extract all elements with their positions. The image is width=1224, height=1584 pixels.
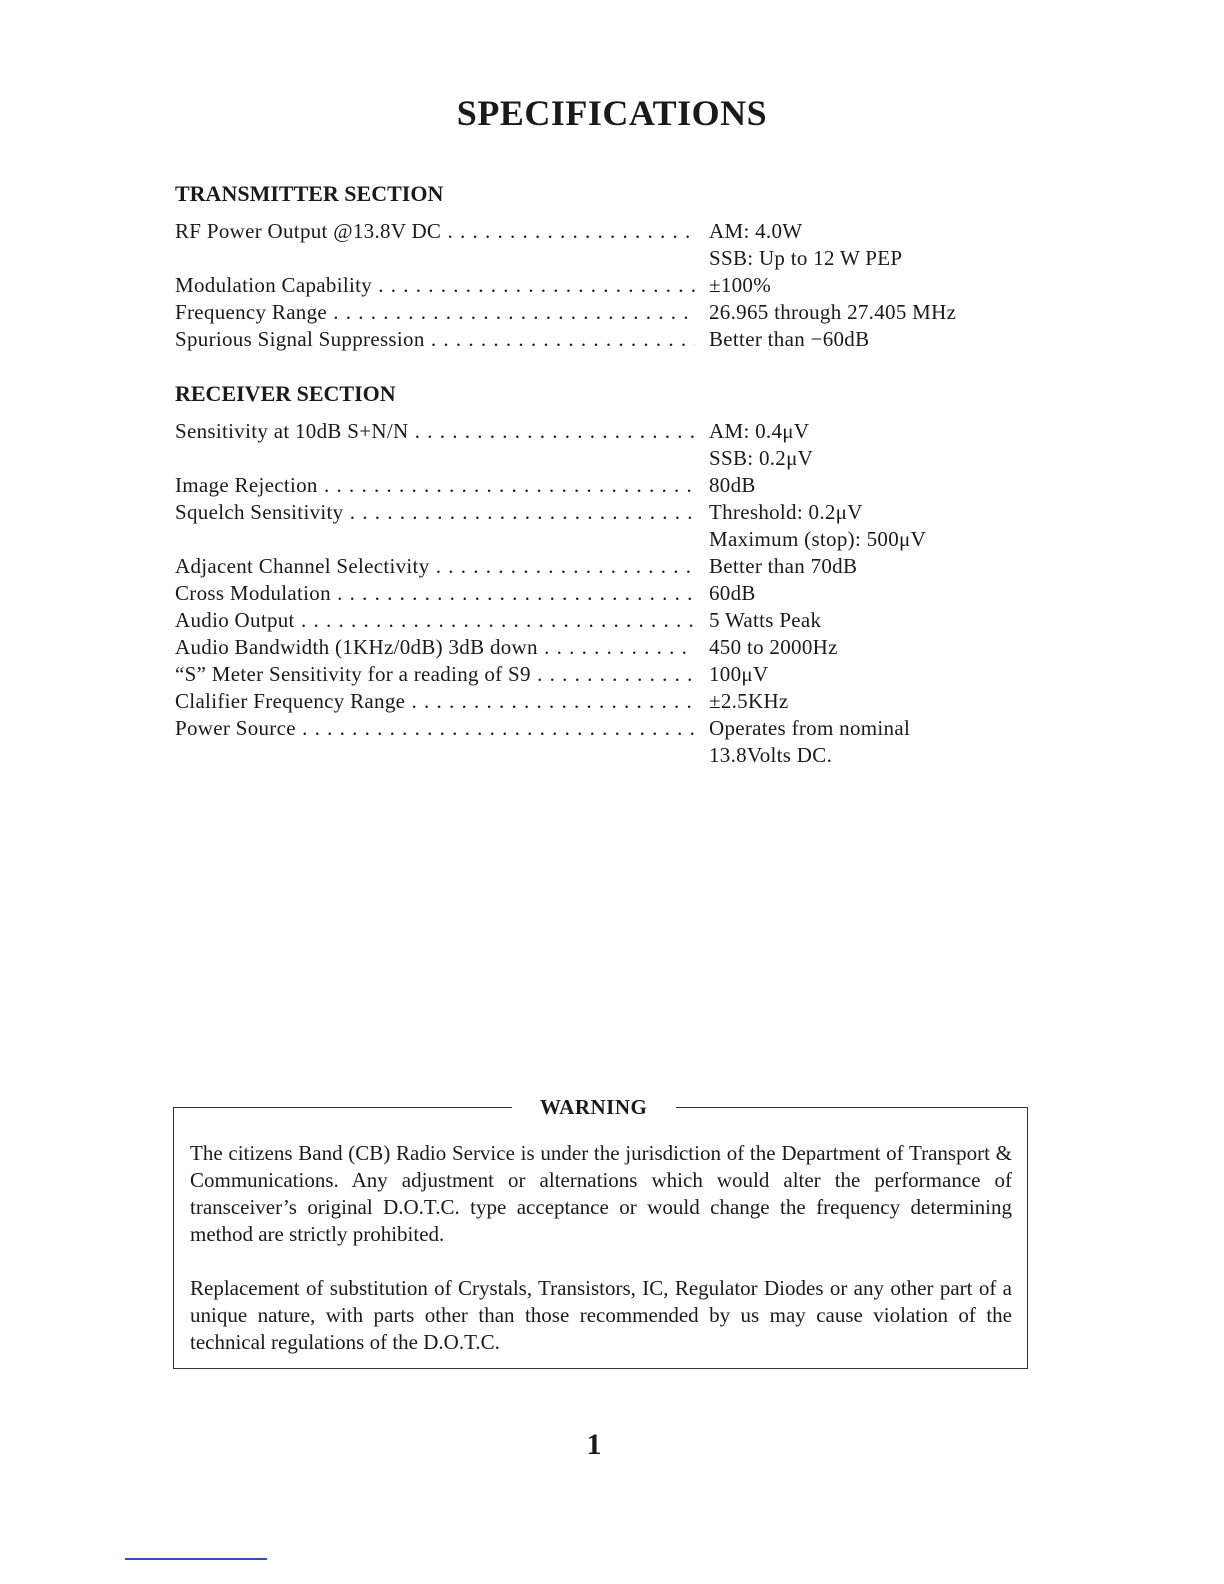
- spec-label: “S” Meter Sensitivity for a reading of S9 . . .: [175, 661, 695, 688]
- spec-value: SSB: 0.2μV: [709, 446, 814, 470]
- spec-value: ±100%: [709, 273, 772, 297]
- spec-row: [175, 688, 1015, 715]
- page-number: 1: [586, 1428, 602, 1461]
- spec-row: [175, 634, 1015, 661]
- page-title: SPECIFICATIONS: [456, 93, 768, 133]
- spec-label: Spurious Signal Suppression . . .: [175, 326, 695, 353]
- spec-values: [695, 688, 1015, 715]
- receiver-section: [175, 380, 1015, 769]
- spec-row: [175, 272, 1015, 299]
- spec-label: Modulation Capability . . .: [175, 272, 695, 299]
- spec-values: [695, 499, 1015, 553]
- transmitter-section-heading: TRANSMITTER SECTION: [175, 181, 444, 206]
- spec-row: [175, 607, 1015, 634]
- spec-values: [695, 634, 1015, 661]
- spec-value: 26.965 through 27.405 MHz: [709, 300, 957, 324]
- warning-body: [190, 1140, 1012, 1383]
- spec-row: [175, 299, 1015, 326]
- spec-label: Adjacent Channel Selectivity . . .: [175, 553, 695, 580]
- spec-row: [175, 580, 1015, 607]
- spec-values: [695, 218, 1015, 272]
- spec-values: [695, 607, 1015, 634]
- receiver-spec-list: [175, 418, 1015, 769]
- spec-row: [175, 715, 1015, 769]
- spec-value: 5 Watts Peak: [709, 608, 822, 632]
- spec-label: Squelch Sensitivity . . .: [175, 499, 695, 526]
- spec-value: AM: 4.0W: [709, 219, 803, 243]
- spec-row: [175, 326, 1015, 353]
- spec-label: Frequency Range . . .: [175, 299, 695, 326]
- spec-values: [695, 661, 1015, 688]
- footer-rule: [125, 1558, 267, 1560]
- spec-label: Audio Bandwidth (1KHz/0dB) 3dB down . . .: [175, 634, 695, 661]
- spec-label: Audio Output . . .: [175, 607, 695, 634]
- spec-label: Sensitivity at 10dB S+N/N . . .: [175, 418, 695, 445]
- receiver-section-heading: RECEIVER SECTION: [175, 381, 396, 406]
- spec-value: Threshold: 0.2μV: [709, 500, 863, 524]
- spec-value: Operates from nominal: [709, 716, 911, 740]
- warning-paragraph-2: Replacement of substitution of Crystals, Transistors, IC, Regulator Diodes or any other part of a unique nature, with parts other than those recommended by us may cause violation of the technical regulations of the D.O.T.C.: [190, 1276, 1012, 1354]
- spec-value: 450 to 2000Hz: [709, 635, 838, 659]
- spec-row: [175, 472, 1015, 499]
- spec-row: [175, 661, 1015, 688]
- spec-row: [175, 553, 1015, 580]
- spec-value: SSB: Up to 12 W PEP: [709, 246, 903, 270]
- warning-title: WARNING: [526, 1094, 661, 1120]
- spec-values: [695, 472, 1015, 499]
- spec-value: 13.8Volts DC.: [709, 743, 833, 767]
- spec-label: Power Source . . .: [175, 715, 695, 742]
- spec-values: [695, 326, 1015, 353]
- spec-values: [695, 299, 1015, 326]
- spec-value: Better than −60dB: [709, 327, 870, 351]
- spec-row: [175, 418, 1015, 472]
- spec-values: [695, 553, 1015, 580]
- spec-values: [695, 580, 1015, 607]
- spec-value: 100μV: [709, 662, 769, 686]
- warning-box: [173, 1095, 1028, 1369]
- warning-paragraph-1: The citizens Band (CB) Radio Service is under the jurisdiction of the Department of Transport & Communications. Any adjustment or alternations which would alter the performance of transceiver’s original D.O.T.C. type acceptance or would change the frequency determining method are strictly prohibited.: [190, 1141, 1012, 1246]
- transmitter-spec-list: [175, 218, 1015, 353]
- spec-values: [695, 418, 1015, 472]
- spec-label: Cross Modulation . . .: [175, 580, 695, 607]
- transmitter-section: [175, 180, 1015, 353]
- spec-value: ±2.5KHz: [709, 689, 789, 713]
- spec-label: Clalifier Frequency Range . . .: [175, 688, 695, 715]
- spec-value: Maximum (stop): 500μV: [709, 527, 927, 551]
- spec-values: [695, 272, 1015, 299]
- spec-label: Image Rejection . . .: [175, 472, 695, 499]
- spec-value: AM: 0.4μV: [709, 419, 810, 443]
- spec-value: 80dB: [709, 473, 756, 497]
- spec-value: Better than 70dB: [709, 554, 858, 578]
- spec-row: [175, 499, 1015, 553]
- spec-label: RF Power Output @13.8V DC . . .: [175, 218, 695, 245]
- spec-row: [175, 218, 1015, 272]
- spec-values: [695, 715, 1015, 769]
- spec-value: 60dB: [709, 581, 756, 605]
